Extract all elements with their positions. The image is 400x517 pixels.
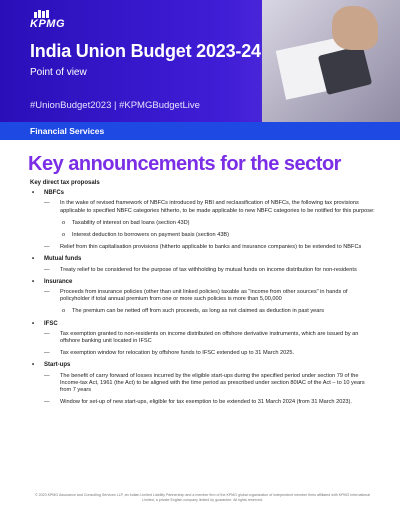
sub-list-item: o The premium can be netted off from such proceeds, as long as not claimed as deduction in past years [30, 308, 375, 315]
sub-list-item: o Taxability of interest on bad loans (section 43D) [30, 220, 375, 227]
list-item: — Relief from thin capitalisation provisions (hitherto applicable to banks and insurance companies) to be extended to NBFCs [30, 244, 375, 251]
page-title: India Union Budget 2023-24 [30, 41, 261, 61]
announcements-content [30, 180, 375, 411]
list-item: — Proceeds from insurance policies (other than unit linked policies) taxable as "income from other sources" in hands of policyholder if total annual premium from one or more such policies is more than 5,00,000 [30, 289, 375, 303]
photo-hand [332, 6, 378, 50]
list-item: — The benefit of carry forward of losses incurred by the eligible start-ups during the specified period under section 79 of the Income-tax Act, 1961 (the Act) to be aligned with the time period as prescribed under section 80IAC of the Act – to 10 years from 7 years [30, 373, 375, 395]
category-heading: • Start-ups [30, 362, 375, 369]
footer-copyright: © 2023 KPMG Assurance and Consulting Services LLP, an Indian Limited Liability Partnership and a member firm of the KPMG global organization of independent member firms affiliated with KPMG International Limited, a private English company limited by guarantee. All rights reserved. [34, 493, 371, 502]
category-heading: • Mutual funds [30, 256, 375, 263]
list-item: — Tax exemption granted to non-residents on income distributed on offshore derivative instruments, which are issued by an offshore banking unit located in IFSC [30, 331, 375, 345]
section-heading: Key announcements for the sector [28, 153, 341, 175]
category-heading: • NBFCs [30, 190, 375, 197]
intro-heading: Key direct tax proposals [30, 180, 100, 186]
page-subtitle: Point of view [30, 67, 87, 78]
section-label: Financial Services [30, 126, 105, 136]
list-item: — Window for set-up of new start-ups, eligible for tax exemption to be extended to 31 March 2024 (from 31 March 2023). [30, 399, 375, 406]
header-photo [262, 0, 400, 122]
list-item: — Tax exemption window for relocation by offshore funds to IFSC extended up to 31 March 2025. [30, 350, 375, 357]
header-banner [0, 0, 400, 122]
kpmg-logo: KPMG [30, 18, 65, 30]
category-heading: • Insurance [30, 279, 375, 286]
kpmg-logo-mark [34, 10, 54, 18]
list-item: — In the wake of revised framework of NBFCs introduced by RBI and reclassification of NBFCs, the following tax provisions applicable to specified NBFC categories hitherto, to be made applicable to new NBFC categories to be notified for this purpose: [30, 200, 375, 214]
list-item: — Treaty relief to be considered for the purpose of tax withholding by mutual funds on income distribution for non-residents [30, 267, 375, 274]
category-heading: • IFSC [30, 321, 375, 328]
sub-list-item: o Interest deduction to borrowers on payment basis (section 43B) [30, 232, 375, 239]
hashtags: #UnionBudget2023 | #KPMGBudgetLive [30, 100, 200, 111]
